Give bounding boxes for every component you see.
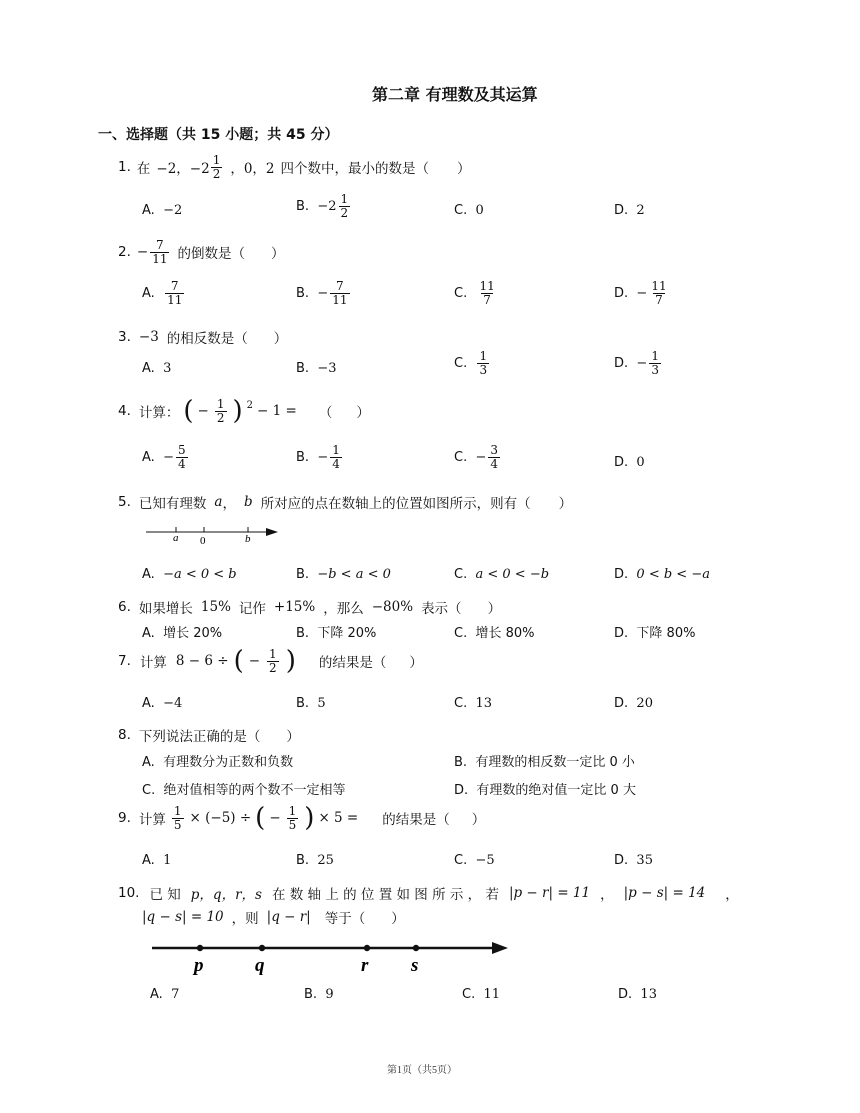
math-expression: |p − s| = 14 xyxy=(623,885,706,901)
question-text: 的倒数是（ xyxy=(177,246,245,263)
point-p-label: p xyxy=(194,955,204,976)
math-expression: − 1 = xyxy=(257,403,297,420)
option-c[interactable]: C. 13 xyxy=(454,696,493,711)
section-heading: 一、选择题（共 15 小题；共 45 分） xyxy=(98,127,339,143)
option-a[interactable]: A. $\frac{7}{11}$ xyxy=(142,279,183,307)
option-a[interactable]: A. 3 xyxy=(142,361,172,376)
question-number: 1. xyxy=(118,159,131,176)
question-7 xyxy=(118,646,423,677)
option-d[interactable]: D. 0 < b < −a xyxy=(614,567,710,582)
option-b[interactable]: B. 9 xyxy=(304,987,334,1002)
question-number: 7. xyxy=(118,653,131,670)
math-expression: +15% xyxy=(273,599,316,615)
option-b[interactable]: B. 25 xyxy=(296,853,334,868)
page-footer: 第1页（共5页） xyxy=(387,1065,457,1076)
option-b[interactable]: B. −3 xyxy=(296,361,337,376)
option-d[interactable]: D. 0 xyxy=(614,455,645,470)
question-10-line2 xyxy=(142,907,405,927)
question-number: 9. xyxy=(118,810,131,827)
question-number: 10. xyxy=(118,885,140,901)
option-c[interactable]: C. 绝对值相等的两个数不一定相等 xyxy=(142,783,346,798)
point-s-label: s xyxy=(411,955,419,976)
left-paren: ( xyxy=(233,646,244,677)
question-2 xyxy=(118,239,284,265)
fraction: $\frac{1}{5}$ xyxy=(288,804,297,832)
math-expression: − xyxy=(197,403,209,420)
math-expression: 15% xyxy=(200,599,231,615)
option-c[interactable]: C. 0 xyxy=(454,203,484,218)
option-b[interactable]: B. −2 $\frac{1}{2}$ xyxy=(296,192,349,220)
math-expression: × 5 = xyxy=(318,810,359,827)
option-c[interactable]: C. $\frac{1}{3}$ xyxy=(454,349,488,377)
comma: ， xyxy=(600,887,614,903)
question-9 xyxy=(118,803,486,834)
question-number: 4. xyxy=(118,403,131,420)
question-text: ，那么 xyxy=(323,601,364,617)
question-text: 记作 xyxy=(238,601,266,617)
question-text: 的相反数是（ xyxy=(166,331,248,347)
question-number: 3. xyxy=(118,329,131,345)
question-text: 四个数中，最小的数是（ xyxy=(280,161,430,178)
option-a[interactable]: A. −a < 0 < b xyxy=(142,567,237,582)
point-a-label: a xyxy=(173,532,179,544)
variables: p，q，r，s xyxy=(190,887,262,903)
point-b-label: b xyxy=(245,533,251,545)
option-c[interactable]: C. $\frac{11}{7}$ xyxy=(454,279,495,307)
question-text: ，则 xyxy=(231,911,259,927)
question-4 xyxy=(118,396,370,427)
option-a[interactable]: A. −2 xyxy=(142,203,183,218)
answer-blank: ） xyxy=(558,496,573,512)
variable: b xyxy=(243,494,253,510)
right-paren: ) xyxy=(304,803,315,834)
math-expression: −3 xyxy=(138,329,159,345)
option-d[interactable]: D. 下降 80% xyxy=(614,626,696,641)
option-a[interactable]: A. 增长 20% xyxy=(142,626,223,641)
fraction: $\frac{1}{5}$ xyxy=(173,804,182,832)
answer-blank: ） xyxy=(409,655,423,672)
option-d[interactable]: D. 2 xyxy=(614,203,645,218)
math-expression: |q − s| = 10 xyxy=(142,909,224,925)
question-text: 计算： xyxy=(138,405,180,422)
question-8 xyxy=(118,725,300,745)
question-text: 已 知 xyxy=(149,887,181,903)
option-c[interactable]: C. − $\frac{3}{4}$ xyxy=(454,443,499,471)
option-d[interactable]: D. 20 xyxy=(614,696,653,711)
number-line-ab xyxy=(142,522,282,548)
question-text: 如果增长 xyxy=(138,601,193,617)
page-title: 第二章 有理数及其运算 xyxy=(372,85,538,104)
option-c[interactable]: C. −5 xyxy=(454,853,495,868)
math-expression: ，0，2 xyxy=(230,161,275,178)
mixed-fraction: $\frac{1}{2}$ xyxy=(212,153,221,181)
math-expression: − xyxy=(136,244,149,261)
option-d[interactable]: D. 35 xyxy=(614,853,653,868)
math-expression: |q − r| xyxy=(266,909,311,925)
question-text: 在 数 轴 上 的 位 置 如 图 所 示 ， 若 xyxy=(271,887,499,903)
question-text: 等于（ xyxy=(324,911,366,927)
question-text: 下列说法正确的是（ xyxy=(138,729,261,745)
option-d[interactable]: D. 13 xyxy=(618,987,657,1002)
right-paren: ) xyxy=(232,396,243,427)
question-text: 计算 xyxy=(138,812,166,829)
point-q-label: q xyxy=(255,955,265,976)
question-6 xyxy=(118,597,501,617)
option-d[interactable]: D. − $\frac{1}{3}$ xyxy=(614,349,659,377)
math-expression: −80% xyxy=(371,599,414,615)
option-a[interactable]: A. 有理数分为正数和负数 xyxy=(142,755,294,770)
comma: ， xyxy=(725,887,739,903)
option-a[interactable]: A. 7 xyxy=(150,987,180,1002)
option-a[interactable]: A. 1 xyxy=(142,853,172,868)
answer-blank: ） xyxy=(273,331,288,347)
left-paren: ( xyxy=(255,803,266,834)
math-expression: −2，−2 xyxy=(156,161,210,178)
question-1 xyxy=(118,154,471,180)
option-b[interactable]: B. 有理数的相反数一定比 0 小 xyxy=(454,755,635,770)
answer-blank: ） xyxy=(471,812,486,829)
answer-blank-close: ） xyxy=(356,405,370,422)
question-5: 5. 已知有理数 a ， b 所对应的点在数轴上的位置如图所示，则有（ ） xyxy=(118,494,573,512)
point-r-label: r xyxy=(361,955,369,976)
option-c[interactable]: C. 增长 80% xyxy=(454,626,535,641)
math-expression: |p − r| = 11 xyxy=(508,885,591,901)
question-text: 已知有理数 xyxy=(138,496,207,512)
option-b[interactable]: B. − $\frac{7}{11}$ xyxy=(296,279,348,307)
option-a[interactable]: A. − $\frac{5}{4}$ xyxy=(142,443,186,471)
right-paren: ) xyxy=(285,646,296,677)
fraction: $\frac{1}{2}$ xyxy=(269,647,277,675)
answer-blank: ） xyxy=(487,601,502,617)
question-text: 的结果是（ xyxy=(318,655,387,672)
fraction: $\frac{7}{11}$ xyxy=(152,238,168,266)
question-number: 8. xyxy=(118,727,131,743)
question-3 xyxy=(118,327,287,347)
variable: a xyxy=(214,494,223,510)
answer-blank: ） xyxy=(391,911,405,927)
fraction: $\frac{1}{2}$ xyxy=(216,397,225,425)
question-number: 6. xyxy=(118,599,131,615)
option-b[interactable]: B. −b < a < 0 xyxy=(296,567,391,582)
number-line-pqrs xyxy=(148,936,512,980)
question-text: 表示（ xyxy=(421,601,462,617)
question-text: 所对应的点在数轴上的位置如图所示，则有（ xyxy=(260,496,531,512)
question-number: 5. xyxy=(118,494,131,510)
answer-blank: ） xyxy=(457,161,471,178)
zero-label: 0 xyxy=(200,535,206,547)
answer-blank: ） xyxy=(270,246,285,263)
question-10-line1 xyxy=(118,883,739,903)
option-b[interactable]: B. − $\frac{1}{4}$ xyxy=(296,443,340,471)
left-paren: ( xyxy=(183,396,194,427)
question-text: 在 xyxy=(136,161,151,178)
option-d[interactable]: D. − $\frac{11}{7}$ xyxy=(614,279,667,307)
question-number: 2. xyxy=(118,244,131,261)
question-text: 的结果是（ xyxy=(382,812,450,829)
math-expression: − xyxy=(269,810,281,827)
exponent: 2 xyxy=(246,400,254,411)
option-c[interactable]: C. 11 xyxy=(462,987,501,1002)
math-expression: × (−5) ÷ xyxy=(189,810,252,827)
answer-blank: ） xyxy=(286,729,300,745)
option-c[interactable]: C. a < 0 < −b xyxy=(454,567,550,582)
option-b[interactable]: B. 下降 20% xyxy=(296,626,377,641)
option-d[interactable]: D. 有理数的绝对值一定比 0 大 xyxy=(454,783,636,798)
option-b[interactable]: B. 5 xyxy=(296,696,326,711)
question-text: 计算 xyxy=(139,655,167,672)
answer-blank: （ xyxy=(318,405,333,422)
math-expression: − xyxy=(248,653,261,670)
math-expression: 8 − 6 ÷ xyxy=(175,653,229,670)
option-a[interactable]: A. −4 xyxy=(142,696,183,711)
